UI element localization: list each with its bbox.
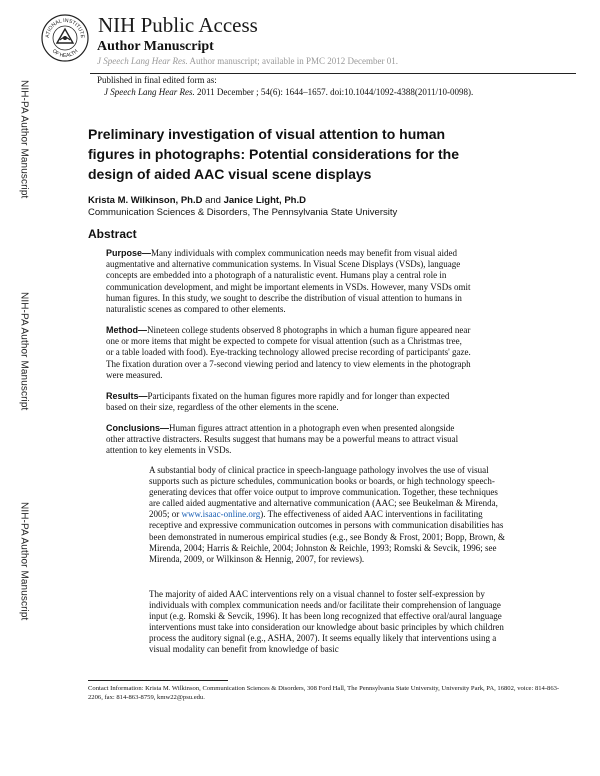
isaac-online-link[interactable]: www.isaac-online.org: [181, 509, 261, 520]
author-line: [88, 195, 306, 207]
conclusions-text: Human figures attract attention in a photograph even when presented alongside other attractive distracters. Results suggest that humans may be a powerful means to attract visual attention to key elements in VSDs.: [106, 423, 459, 456]
body-paragraph-1: [149, 465, 505, 565]
manuscript-availability: Author manuscript; available in PMC 2012 December 01.: [187, 56, 398, 66]
author-manuscript-label: Author Manuscript: [97, 39, 214, 54]
body-paragraph-2: The majority of aided AAC interventions rely on a visual channel to foster self-expression by individuals with complex communication needs and/or facilitate their comprehension of language input (e.g. Romski & Sevcik, 1996). It has been long recognized that effective oral/aural language interventions must take into consideration our knowledge about basic principles by which children process the auditory signal (e.g., ASHA, 2007). It seems equally likely that interventions using a visual modality can benefit from knowledge of basic: [149, 589, 504, 655]
abstract-purpose: [106, 248, 471, 315]
svg-text:NATIONAL INSTITUTES: ATIONAL INSTITUTE: [44, 17, 86, 39]
abstract-results: [106, 391, 471, 413]
purpose-label: Purpose—: [106, 248, 152, 258]
citation-journal: J Speech Lang Hear Res.: [104, 87, 195, 97]
nih-public-access-title: NIH Public Access: [98, 13, 258, 37]
manuscript-availability-note: [97, 55, 398, 67]
author-separator: and: [202, 195, 224, 206]
footnote-divider: [88, 680, 228, 681]
svg-text:OF HEALTH: OF HEALTH: [50, 48, 80, 60]
method-text: Nineteen college students observed 8 photographs in which a human figure appeared near one or more items that might be expected to compete for visual attention (such as a Christmas tree, or a table loaded with food). Eye-tracking technology allowed precise recording of participants' gaze. The fixation duration over a 7-second viewing period and latency to view elements in the photograph were measured.: [106, 325, 471, 380]
results-label: Results—: [106, 391, 148, 401]
published-label: Published in final edited form as:: [97, 75, 217, 85]
abstract-conclusions: [106, 423, 471, 457]
citation: [104, 86, 473, 98]
method-label: Method—: [106, 325, 147, 335]
sidebar-label-3: NIH-PA Author Manuscript: [18, 502, 30, 621]
purpose-text: Many individuals with complex communication needs may benefit from visual aided augmentative and alternative communication systems. In Visual Scene Displays (VSDs), language concepts are embedded into a photograph of a naturalistic event. Humans play a central role in communication development, and might be important elements in VSDs. However, many VSDs omit human figures. In this study, we sought to describe the distribution of visual attention to humans in naturalistic scenes as compared to other elements.: [106, 248, 471, 315]
nih-seal-logo: [40, 13, 90, 63]
manuscript-journal: J Speech Lang Hear Res.: [97, 56, 188, 66]
body-paragraph-1-end: ). The effectiveness of aided AAC interventions in facilitating receptive and expressive communication outcomes in persons with communication disabilities has been demonstrated in numerous empirical studies (e.g., see Bondy & Frost, 2001; Bopp, Brown, & Mirenda, 2004; Harris & Reichle, 2004; Johnston & Reichle, 1993; Romski & Sevcik, 1996; see Mirenda, 2009, or Wilkinson & Hennig, 2007, for reviews).: [149, 509, 505, 564]
abstract-heading: Abstract: [88, 227, 137, 241]
sidebar-label-1: NIH-PA Author Manuscript: [18, 80, 30, 199]
article-title: Preliminary investigation of visual attention to human figures in photographs: Potential considerations for the design of aided AAC visual scene displays: [88, 126, 460, 182]
abstract-method: [106, 325, 471, 381]
author-2: Janice Light, Ph.D: [223, 195, 306, 206]
contact-footnote: Contact Information: Krista M. Wilkinson, Communication Sciences & Disorders, 308 Ford Hall, The Pennsylvania State University, University Park, PA, 16802, voice: 814-863-2206, fax: 814-863-8759, kmw22@psu.edu.: [88, 685, 560, 701]
conclusions-label: Conclusions—: [106, 423, 170, 433]
body-paragraph-1-start: A substantial body of clinical practice in speech-language pathology involves the use of visual supports such as picture schedules, communication books or boards, or high technology speech-generating devices that offer voice output to improve communication. Together, these techniques are called aided augmentative and alternative communication (AAC; see Beukelman & Mirenda, 2005; or: [149, 465, 498, 520]
affiliation: Communication Sciences & Disorders, The Pennsylvania State University: [88, 207, 398, 218]
results-text: Participants fixated on the human figures more rapidly and for longer than expected based on their size, regardless of the other elements in the scene.: [106, 391, 450, 413]
citation-details: 2011 December ; 54(6): 1644–1657. doi:10.1044/1092-4388(2011/10-0098).: [194, 87, 474, 97]
author-1: Krista M. Wilkinson, Ph.D: [88, 195, 203, 206]
sidebar-label-2: NIH-PA Author Manuscript: [18, 292, 30, 411]
